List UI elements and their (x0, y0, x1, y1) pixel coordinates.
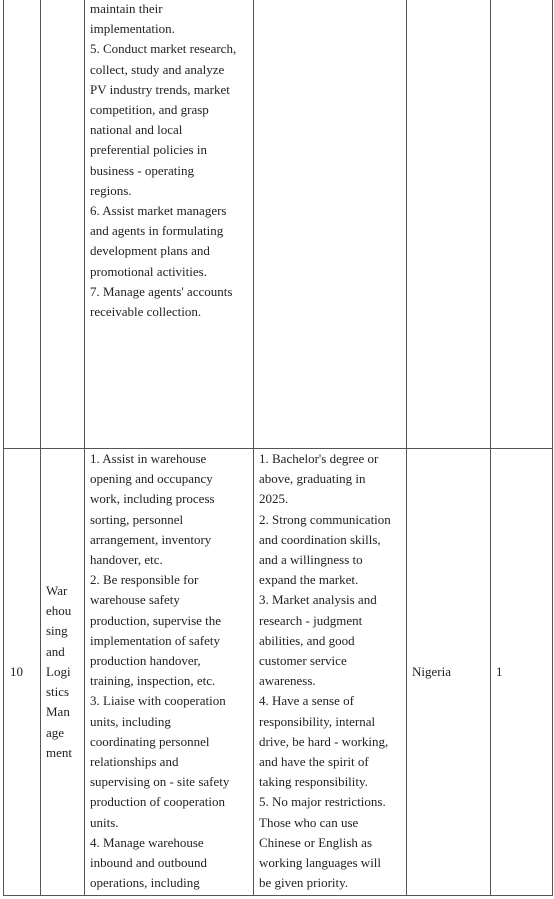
requirements-cell (254, 449, 407, 896)
requirements-line: abilities, and good (259, 632, 355, 648)
duties-line: inbound and outbound (90, 855, 207, 871)
job-title-line: age (46, 724, 65, 740)
duties-line: production handover, (90, 653, 201, 669)
duties-line: coordinating personnel (90, 733, 210, 749)
duties-line: arrangement, inventory (90, 531, 212, 547)
duties-line: production, supervise the (90, 612, 222, 628)
number-cell (4, 0, 41, 449)
job-title-line: ehou (46, 603, 72, 619)
duties-cell (85, 0, 254, 449)
number-cell (4, 449, 41, 896)
duties-line: national and local (90, 122, 183, 138)
requirements-line: taking responsibility. (259, 774, 368, 790)
requirements-line: 4. Have a sense of (259, 693, 354, 709)
duties-line: relationships and (90, 754, 179, 770)
requirements-line: and a willingness to (259, 552, 363, 568)
duties-line: maintain their (90, 1, 163, 16)
requirements-line: customer service (259, 653, 347, 669)
duties-line: 4. Manage warehouse (90, 834, 204, 850)
row-number: 10 (10, 663, 23, 679)
duties-line: work, including process (90, 491, 215, 507)
duties-line: collect, study and analyze (90, 61, 225, 77)
requirements-line: 2. Strong communication (259, 511, 391, 527)
duties-line: 5. Conduct market research, (90, 41, 237, 57)
requirements-line: 1. Bachelor's degree or (259, 451, 379, 466)
job-title-line: sing (46, 623, 68, 639)
job-table (3, 0, 553, 896)
duties-line: PV industry trends, market (90, 81, 230, 97)
duties-line: handover, etc. (90, 552, 163, 568)
duties-line: receivable collection. (90, 304, 202, 320)
duties-line: training, inspection, etc. (90, 673, 216, 689)
duties-line: implementation. (90, 21, 175, 37)
duties-line: regions. (90, 182, 132, 198)
job-title-line: and (46, 643, 65, 659)
duties-line: warehouse safety (90, 592, 180, 608)
headcount-cell (491, 449, 553, 896)
requirements-line: above, graduating in (259, 471, 366, 487)
table-row (4, 449, 553, 896)
duties-line: implementation of safety (90, 632, 220, 648)
duties-line: promotional activities. (90, 263, 207, 279)
duties-line: 2. Be responsible for (90, 572, 199, 588)
requirements-line: drive, be hard - working, (259, 733, 389, 749)
duties-line: development plans and (90, 243, 210, 259)
requirements-line: research - judgment (259, 612, 363, 628)
requirements-cell (254, 0, 407, 449)
requirements-line: expand the market. (259, 572, 359, 588)
requirements-line: 2025. (259, 491, 289, 507)
requirements-line: working languages will (259, 855, 382, 871)
requirements-line: be given priority. (259, 875, 349, 891)
job-title-cell (41, 0, 85, 449)
location-cell (407, 0, 491, 449)
duties-line: units. (90, 814, 119, 830)
duties-line: business - operating (90, 162, 194, 178)
duties-line: sorting, personnel (90, 511, 184, 527)
job-title-line: Logi (46, 663, 71, 679)
duties-line: supervising on - site safety (90, 774, 230, 790)
job-title-line: Man (46, 704, 70, 720)
table-row (4, 0, 553, 449)
duties-line: opening and occupancy (90, 471, 213, 487)
job-title-line: ment (46, 744, 72, 760)
duties-line: 7. Manage agents' accounts (90, 283, 233, 299)
duties-line: operations, including (90, 875, 200, 891)
duties-line: 1. Assist in warehouse (90, 451, 207, 466)
duties-line: units, including (90, 713, 171, 729)
requirements-line: and have the spirit of (259, 754, 369, 770)
job-title-line: stics (46, 684, 70, 700)
duties-cell (85, 449, 254, 896)
location-cell (407, 449, 491, 896)
location-text: Nigeria (412, 663, 451, 679)
duties-line: 3. Liaise with cooperation (90, 693, 226, 709)
requirements-line: responsibility, internal (259, 713, 376, 729)
duties-line: and agents in formulating (90, 223, 224, 239)
requirements-line: Those who can use (259, 814, 359, 830)
requirements-line: 5. No major restrictions. (259, 794, 386, 810)
requirements-line: 3. Market analysis and (259, 592, 377, 608)
requirements-line: awareness. (259, 673, 316, 689)
duties-line: preferential policies in (90, 142, 207, 158)
job-title-cell (41, 449, 85, 896)
requirements-line: Chinese or English as (259, 834, 373, 850)
job-title-line: War (46, 583, 68, 599)
duties-line: 6. Assist market managers (90, 203, 227, 219)
headcount-cell (491, 0, 553, 449)
headcount-text: 1 (496, 663, 503, 679)
duties-line: production of cooperation (90, 794, 226, 810)
duties-line: competition, and grasp (90, 102, 209, 118)
requirements-line: and coordination skills, (259, 531, 381, 547)
